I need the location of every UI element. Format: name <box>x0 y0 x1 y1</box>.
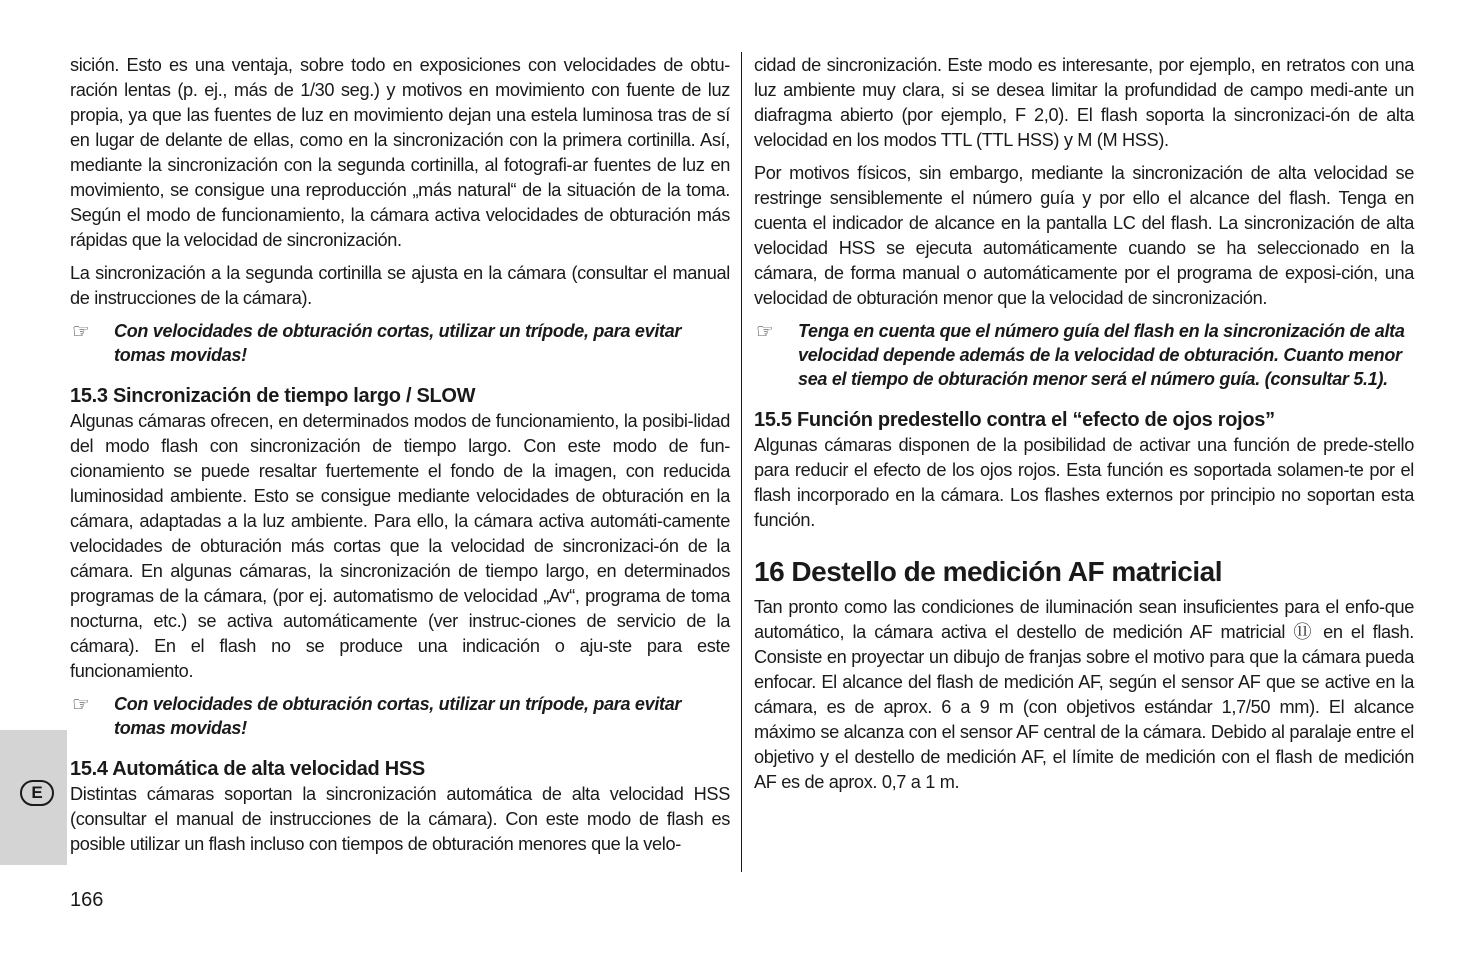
right-paragraph-3: Algunas cámaras disponen de la posibilidad de activar una función de prede-stello para reducir el efecto de los ojos rojos. Esta función es soportada solamen-te por el flash incorporado en la cámara. Los flashes externos por principio no soportan esta función. <box>754 435 1414 530</box>
left-paragraph-4: Distintas cámaras soportan la sincronización automática de alta velocidad HSS (consultar el manual de instrucciones de la cámara). Con este modo de flash es posible utilizar un flash incluso con tiempos de obturación menores que la velo- <box>70 784 730 854</box>
column-divider <box>741 52 742 872</box>
guide-number-note <box>754 319 1414 391</box>
note-text: Con velocidades de obturación cortas, utilizar un trípode, para evitar tomas movidas! <box>114 694 682 738</box>
left-column <box>70 53 730 857</box>
tripod-note-1 <box>70 319 730 367</box>
pointing-hand-icon: ☞ <box>72 319 90 343</box>
note-text: Con velocidades de obturación cortas, utilizar un trípode, para evitar tomas movidas! <box>114 321 682 365</box>
page-number: 166 <box>70 889 104 911</box>
tripod-note-2 <box>70 692 730 740</box>
left-paragraph-1: sición. Esto es una ventaja, sobre todo en exposiciones con velocidades de obtu-ración lentas (p. ej., más de 1/30 seg.) y motivos en movimiento con fuente de luz propia, ya que las fuentes de luz en movimiento dejan una estela luminosa tras de sí en lugar de delante de ellas, como en la sincronización con la primera cortinilla. Así, mediante la sincronización con la segunda cortinilla, al fotografi-ar fuentes de luz en movimiento, se consigue una reproducción „más natural“ de la situación de la toma. Según el modo de funcionamiento, la cámara activa velocidades de obturación más rápidas que la velocidad de sincronización. <box>70 55 730 250</box>
pointing-hand-icon: ☞ <box>756 319 774 343</box>
section-heading-15-5: 15.5 Función predestello contra el “efecto de ojos rojos” <box>754 409 1275 431</box>
section-heading-15-3: 15.3 Sincronización de tiempo largo / SLOW <box>70 385 476 407</box>
pointing-hand-icon: ☞ <box>72 692 90 716</box>
right-paragraph-4: Tan pronto como las condiciones de iluminación sean insuficientes para el enfo-que automático, la cámara activa el destello de medición AF matricial ⑪ en el flash. Consiste en proyectar un dibujo de franjas sobre el motivo para que la cámara pueda enfocar. El alcance del flash de medición AF, según el sensor AF que se active en la cámara, es de aprox. 6 a 9 m (con objetivos estándar 1,7/50 mm). El alcance máximo se alcanza con el sensor AF central de la cámara. Debido al paralaje entre el objetivo y el destello de medición AF, el límite de medición con el flash de medición AF es de aprox. 0,7 a 1 m. <box>754 597 1414 792</box>
language-badge: E <box>20 780 54 806</box>
right-paragraph-2: Por motivos físicos, sin embargo, mediante la sincronización de alta velocidad se restringe sensiblemente el número guía y por ello el alcance del flash. Tenga en cuenta el indicador de alcance en la pantalla LC del flash. La sincronización de alta velocidad HSS se ejecuta automáticamente cuando se ha seleccionado en la cámara, de forma manual o automáticamente por el programa de exposi-ción, una velocidad de obturación menor que la velocidad de sincronización. <box>754 163 1414 308</box>
note-text: Tenga en cuenta que el número guía del flash en la sincronización de alta velocidad depende además de la velocidad de obturación. Cuanto menor sea el tiempo de obturación menor será el número guía. (consultar 5.1). <box>798 321 1405 389</box>
section-heading-15-4: 15.4 Automática de alta velocidad HSS <box>70 758 425 780</box>
left-paragraph-3: Algunas cámaras ofrecen, en determinados modos de funcionamiento, la posibi-lidad del modo flash con sincronización de tiempo largo. Con este modo de fun-cionamiento se puede resaltar fuertemente el fondo de la imagen, con reducida luminosidad ambiente. Esto se consigue mediante velocidades de obturación en la cámara, adaptadas a la luz ambiente. Para ello, la cámara activa automáti-camente velocidades de obturación más cortas que la velocidad de sincronizaci-ón de la cámara. En algunas cámaras, la sincronización de tiempo largo, en determinados programas de la cámara, (por ej. automatismo de velocidad „Av“, programa de toma nocturna, etc.) se activa automáticamente (ver instruc-ciones de servicio de la cámara). En el flash no se produce una indicación o aju-ste para este funcionamiento. <box>70 411 730 681</box>
left-paragraph-2: La sincronización a la segunda cortinilla se ajusta en la cámara (consultar el manual de instrucciones de la cámara). <box>70 263 730 308</box>
right-column <box>754 53 1414 795</box>
right-paragraph-1: cidad de sincronización. Este modo es interesante, por ejemplo, en retratos con una luz ambiente muy clara, si se desea limitar la profundidad de campo medi-ante un diafragma abierto (por ejemplo, F 2,0). El flash soporta la sincronizaci-ón de alta velocidad en los modos TTL (TTL HSS) y M (M HSS). <box>754 55 1414 150</box>
chapter-heading-16: 16 Destello de medición AF matricial <box>754 556 1223 587</box>
